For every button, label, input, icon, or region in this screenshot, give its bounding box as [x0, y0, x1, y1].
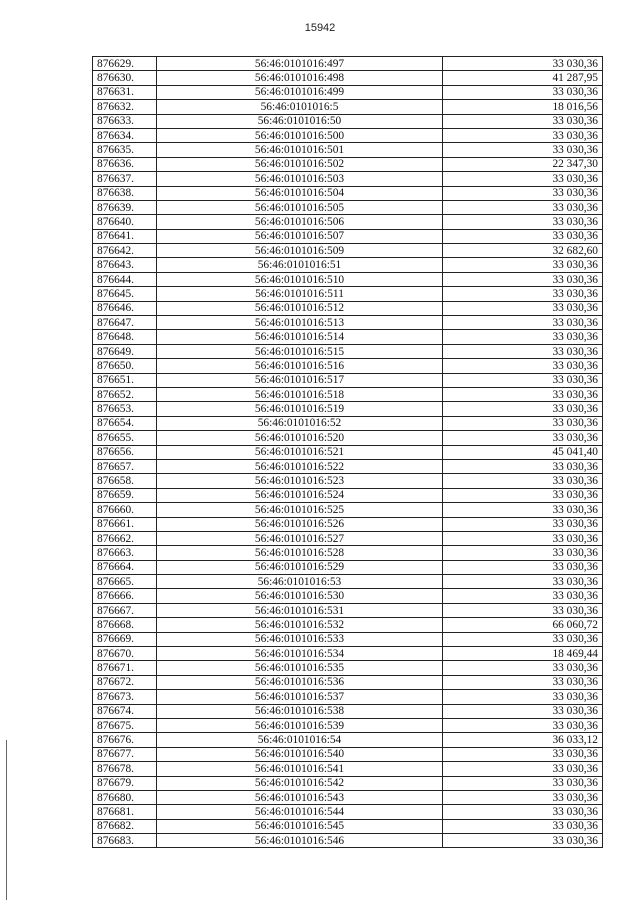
row-number-cell: 876669. — [93, 632, 157, 646]
row-number-cell: 876682. — [93, 819, 157, 833]
table-row — [93, 330, 603, 344]
row-number-cell: 876646. — [93, 301, 157, 315]
cadastral-value-cell: 22 347,30 — [443, 157, 603, 171]
row-number-cell: 876666. — [93, 589, 157, 603]
row-number-cell: 876653. — [93, 402, 157, 416]
cadastral-value-cell: 41 287,95 — [443, 71, 603, 85]
cadastral-number-cell: 56:46:0101016:53 — [157, 575, 443, 589]
table-row — [93, 431, 603, 445]
table-row — [93, 618, 603, 632]
row-number-cell: 876641. — [93, 229, 157, 243]
cadastral-value-cell: 33 030,36 — [443, 359, 603, 373]
cadastral-value-cell: 33 030,36 — [443, 834, 603, 848]
table-row — [93, 186, 603, 200]
row-number-cell: 876656. — [93, 445, 157, 459]
cadastral-value-cell: 33 030,36 — [443, 387, 603, 401]
cadastral-number-cell: 56:46:0101016:544 — [157, 805, 443, 819]
row-number-cell: 876661. — [93, 517, 157, 531]
cadastral-value-cell: 33 030,36 — [443, 747, 603, 761]
cadastral-value-cell: 33 030,36 — [443, 603, 603, 617]
table-row — [93, 272, 603, 286]
cadastral-value-cell: 66 060,72 — [443, 618, 603, 632]
table-row — [93, 675, 603, 689]
cadastral-number-cell: 56:46:0101016:541 — [157, 762, 443, 776]
cadastral-number-cell: 56:46:0101016:523 — [157, 474, 443, 488]
row-number-cell: 876662. — [93, 531, 157, 545]
row-number-cell: 876679. — [93, 776, 157, 790]
table-row — [93, 373, 603, 387]
cadastral-value-cell: 33 030,36 — [443, 776, 603, 790]
cadastral-value-cell: 33 030,36 — [443, 229, 603, 243]
cadastral-value-cell: 33 030,36 — [443, 186, 603, 200]
cadastral-number-cell: 56:46:0101016:50 — [157, 114, 443, 128]
cadastral-value-cell: 33 030,36 — [443, 85, 603, 99]
row-number-cell: 876660. — [93, 503, 157, 517]
cadastral-value-cell: 33 030,36 — [443, 589, 603, 603]
cadastral-number-cell: 56:46:0101016:515 — [157, 344, 443, 358]
table-row — [93, 790, 603, 804]
cadastral-value-table — [92, 56, 603, 848]
table-row — [93, 690, 603, 704]
table-row — [93, 474, 603, 488]
cadastral-number-cell: 56:46:0101016:526 — [157, 517, 443, 531]
cadastral-value-cell: 33 030,36 — [443, 661, 603, 675]
row-number-cell: 876639. — [93, 200, 157, 214]
cadastral-number-cell: 56:46:0101016:507 — [157, 229, 443, 243]
table-row — [93, 316, 603, 330]
cadastral-number-cell: 56:46:0101016:514 — [157, 330, 443, 344]
table-row — [93, 172, 603, 186]
row-number-cell: 876649. — [93, 344, 157, 358]
row-number-cell: 876632. — [93, 100, 157, 114]
cadastral-number-cell: 56:46:0101016:534 — [157, 647, 443, 661]
cadastral-value-cell: 33 030,36 — [443, 416, 603, 430]
cadastral-number-cell: 56:46:0101016:520 — [157, 431, 443, 445]
row-number-cell: 876668. — [93, 618, 157, 632]
row-number-cell: 876637. — [93, 172, 157, 186]
row-number-cell: 876673. — [93, 690, 157, 704]
cadastral-value-cell: 45 041,40 — [443, 445, 603, 459]
cadastral-value-cell: 33 030,36 — [443, 402, 603, 416]
table-row — [93, 488, 603, 502]
cadastral-value-cell: 33 030,36 — [443, 459, 603, 473]
row-number-cell: 876654. — [93, 416, 157, 430]
table-row — [93, 704, 603, 718]
cadastral-number-cell: 56:46:0101016:527 — [157, 531, 443, 545]
row-number-cell: 876631. — [93, 85, 157, 99]
cadastral-value-cell: 33 030,36 — [443, 330, 603, 344]
row-number-cell: 876634. — [93, 128, 157, 142]
row-number-cell: 876683. — [93, 834, 157, 848]
cadastral-number-cell: 56:46:0101016:499 — [157, 85, 443, 99]
table-row — [93, 834, 603, 848]
cadastral-value-cell: 18 016,56 — [443, 100, 603, 114]
cadastral-number-cell: 56:46:0101016:519 — [157, 402, 443, 416]
table-row — [93, 647, 603, 661]
table-row — [93, 560, 603, 574]
row-number-cell: 876665. — [93, 575, 157, 589]
table-row — [93, 100, 603, 114]
table-row — [93, 215, 603, 229]
cadastral-value-cell: 33 030,36 — [443, 503, 603, 517]
row-number-cell: 876658. — [93, 474, 157, 488]
cadastral-number-cell: 56:46:0101016:54 — [157, 733, 443, 747]
table-row — [93, 402, 603, 416]
cadastral-number-cell: 56:46:0101016:502 — [157, 157, 443, 171]
cadastral-value-cell: 33 030,36 — [443, 316, 603, 330]
table-row — [93, 661, 603, 675]
row-number-cell: 876663. — [93, 546, 157, 560]
cadastral-number-cell: 56:46:0101016:536 — [157, 675, 443, 689]
cadastral-number-cell: 56:46:0101016:509 — [157, 244, 443, 258]
table-row — [93, 575, 603, 589]
table-row — [93, 517, 603, 531]
row-number-cell: 876659. — [93, 488, 157, 502]
table-row — [93, 546, 603, 560]
row-number-cell: 876680. — [93, 790, 157, 804]
cadastral-number-cell: 56:46:0101016:52 — [157, 416, 443, 430]
cadastral-value-cell: 33 030,36 — [443, 488, 603, 502]
table-row — [93, 503, 603, 517]
cadastral-number-cell: 56:46:0101016:528 — [157, 546, 443, 560]
cadastral-number-cell: 56:46:0101016:5 — [157, 100, 443, 114]
cadastral-number-cell: 56:46:0101016:521 — [157, 445, 443, 459]
row-number-cell: 876630. — [93, 71, 157, 85]
cadastral-value-cell: 33 030,36 — [443, 215, 603, 229]
cadastral-number-cell: 56:46:0101016:506 — [157, 215, 443, 229]
table-row — [93, 287, 603, 301]
cadastral-number-cell: 56:46:0101016:535 — [157, 661, 443, 675]
row-number-cell: 876672. — [93, 675, 157, 689]
cadastral-value-cell: 33 030,36 — [443, 675, 603, 689]
row-number-cell: 876629. — [93, 57, 157, 71]
row-number-cell: 876635. — [93, 143, 157, 157]
row-number-cell: 876677. — [93, 747, 157, 761]
table-row — [93, 200, 603, 214]
cadastral-value-cell: 33 030,36 — [443, 560, 603, 574]
row-number-cell: 876667. — [93, 603, 157, 617]
row-number-cell: 876652. — [93, 387, 157, 401]
row-number-cell: 876647. — [93, 316, 157, 330]
cadastral-number-cell: 56:46:0101016:530 — [157, 589, 443, 603]
table-row — [93, 459, 603, 473]
cadastral-number-cell: 56:46:0101016:537 — [157, 690, 443, 704]
row-number-cell: 876633. — [93, 114, 157, 128]
cadastral-value-cell: 33 030,36 — [443, 200, 603, 214]
table-row — [93, 805, 603, 819]
cadastral-number-cell: 56:46:0101016:503 — [157, 172, 443, 186]
table-row — [93, 733, 603, 747]
cadastral-value-cell: 33 030,36 — [443, 344, 603, 358]
cadastral-number-cell: 56:46:0101016:542 — [157, 776, 443, 790]
cadastral-value-cell: 33 030,36 — [443, 805, 603, 819]
table-row — [93, 57, 603, 71]
cadastral-value-cell: 33 030,36 — [443, 718, 603, 732]
table-row — [93, 776, 603, 790]
table-row — [93, 387, 603, 401]
row-number-cell: 876674. — [93, 704, 157, 718]
cadastral-number-cell: 56:46:0101016:504 — [157, 186, 443, 200]
cadastral-value-cell: 33 030,36 — [443, 474, 603, 488]
cadastral-value-cell: 33 030,36 — [443, 690, 603, 704]
cadastral-number-cell: 56:46:0101016:522 — [157, 459, 443, 473]
row-number-cell: 876644. — [93, 272, 157, 286]
table-row — [93, 229, 603, 243]
cadastral-number-cell: 56:46:0101016:543 — [157, 790, 443, 804]
table-row — [93, 71, 603, 85]
cadastral-value-cell: 36 033,12 — [443, 733, 603, 747]
table-row — [93, 718, 603, 732]
cadastral-value-cell: 33 030,36 — [443, 546, 603, 560]
row-number-cell: 876670. — [93, 647, 157, 661]
cadastral-value-cell: 33 030,36 — [443, 632, 603, 646]
cadastral-value-cell: 33 030,36 — [443, 272, 603, 286]
cadastral-value-cell: 33 030,36 — [443, 431, 603, 445]
table-row — [93, 258, 603, 272]
cadastral-number-cell: 56:46:0101016:533 — [157, 632, 443, 646]
cadastral-value-cell: 33 030,36 — [443, 790, 603, 804]
cadastral-value-cell: 33 030,36 — [443, 172, 603, 186]
cadastral-number-cell: 56:46:0101016:539 — [157, 718, 443, 732]
cadastral-value-cell: 33 030,36 — [443, 517, 603, 531]
row-number-cell: 876650. — [93, 359, 157, 373]
cadastral-number-cell: 56:46:0101016:532 — [157, 618, 443, 632]
cadastral-number-cell: 56:46:0101016:51 — [157, 258, 443, 272]
table-row — [93, 85, 603, 99]
cadastral-value-cell: 33 030,36 — [443, 762, 603, 776]
cadastral-value-cell: 33 030,36 — [443, 287, 603, 301]
cadastral-value-cell: 33 030,36 — [443, 301, 603, 315]
cadastral-number-cell: 56:46:0101016:510 — [157, 272, 443, 286]
cadastral-value-cell: 33 030,36 — [443, 575, 603, 589]
cadastral-number-cell: 56:46:0101016:512 — [157, 301, 443, 315]
row-number-cell: 876655. — [93, 431, 157, 445]
cadastral-number-cell: 56:46:0101016:511 — [157, 287, 443, 301]
row-number-cell: 876675. — [93, 718, 157, 732]
row-number-cell: 876648. — [93, 330, 157, 344]
cadastral-value-cell: 33 030,36 — [443, 704, 603, 718]
cadastral-number-cell: 56:46:0101016:531 — [157, 603, 443, 617]
table-row — [93, 301, 603, 315]
table-row — [93, 762, 603, 776]
table-row — [93, 344, 603, 358]
table-row — [93, 157, 603, 171]
cadastral-number-cell: 56:46:0101016:546 — [157, 834, 443, 848]
cadastral-value-cell: 33 030,36 — [443, 258, 603, 272]
cadastral-value-cell: 32 682,60 — [443, 244, 603, 258]
row-number-cell: 876657. — [93, 459, 157, 473]
row-number-cell: 876643. — [93, 258, 157, 272]
cadastral-value-cell: 18 469,44 — [443, 647, 603, 661]
cadastral-value-cell: 33 030,36 — [443, 531, 603, 545]
cadastral-number-cell: 56:46:0101016:505 — [157, 200, 443, 214]
table-row — [93, 359, 603, 373]
row-number-cell: 876638. — [93, 186, 157, 200]
table-row — [93, 747, 603, 761]
table-row — [93, 589, 603, 603]
cadastral-value-cell: 33 030,36 — [443, 819, 603, 833]
table-row — [93, 416, 603, 430]
row-number-cell: 876651. — [93, 373, 157, 387]
cadastral-number-cell: 56:46:0101016:545 — [157, 819, 443, 833]
cadastral-number-cell: 56:46:0101016:524 — [157, 488, 443, 502]
table-row — [93, 128, 603, 142]
cadastral-number-cell: 56:46:0101016:540 — [157, 747, 443, 761]
table-row — [93, 244, 603, 258]
cadastral-number-cell: 56:46:0101016:516 — [157, 359, 443, 373]
cadastral-number-cell: 56:46:0101016:525 — [157, 503, 443, 517]
cadastral-value-cell: 33 030,36 — [443, 128, 603, 142]
table-row — [93, 603, 603, 617]
table-row — [93, 819, 603, 833]
cadastral-number-cell: 56:46:0101016:501 — [157, 143, 443, 157]
table-row — [93, 114, 603, 128]
cadastral-number-cell: 56:46:0101016:500 — [157, 128, 443, 142]
row-number-cell: 876645. — [93, 287, 157, 301]
row-number-cell: 876678. — [93, 762, 157, 776]
table-body — [93, 57, 603, 848]
cadastral-number-cell: 56:46:0101016:497 — [157, 57, 443, 71]
cadastral-value-cell: 33 030,36 — [443, 57, 603, 71]
table-row — [93, 531, 603, 545]
cadastral-number-cell: 56:46:0101016:498 — [157, 71, 443, 85]
row-number-cell: 876664. — [93, 560, 157, 574]
table-row — [93, 143, 603, 157]
cadastral-number-cell: 56:46:0101016:529 — [157, 560, 443, 574]
row-number-cell: 876676. — [93, 733, 157, 747]
cadastral-number-cell: 56:46:0101016:513 — [157, 316, 443, 330]
row-number-cell: 876636. — [93, 157, 157, 171]
cadastral-value-cell: 33 030,36 — [443, 373, 603, 387]
row-number-cell: 876640. — [93, 215, 157, 229]
row-number-cell: 876671. — [93, 661, 157, 675]
cadastral-number-cell: 56:46:0101016:517 — [157, 373, 443, 387]
cadastral-value-cell: 33 030,36 — [443, 143, 603, 157]
page-number: 15942 — [304, 22, 336, 34]
row-number-cell: 876642. — [93, 244, 157, 258]
cadastral-number-cell: 56:46:0101016:518 — [157, 387, 443, 401]
table-row — [93, 632, 603, 646]
cadastral-number-cell: 56:46:0101016:538 — [157, 704, 443, 718]
cadastral-value-cell: 33 030,36 — [443, 114, 603, 128]
margin-line — [6, 740, 7, 900]
table-row — [93, 445, 603, 459]
row-number-cell: 876681. — [93, 805, 157, 819]
